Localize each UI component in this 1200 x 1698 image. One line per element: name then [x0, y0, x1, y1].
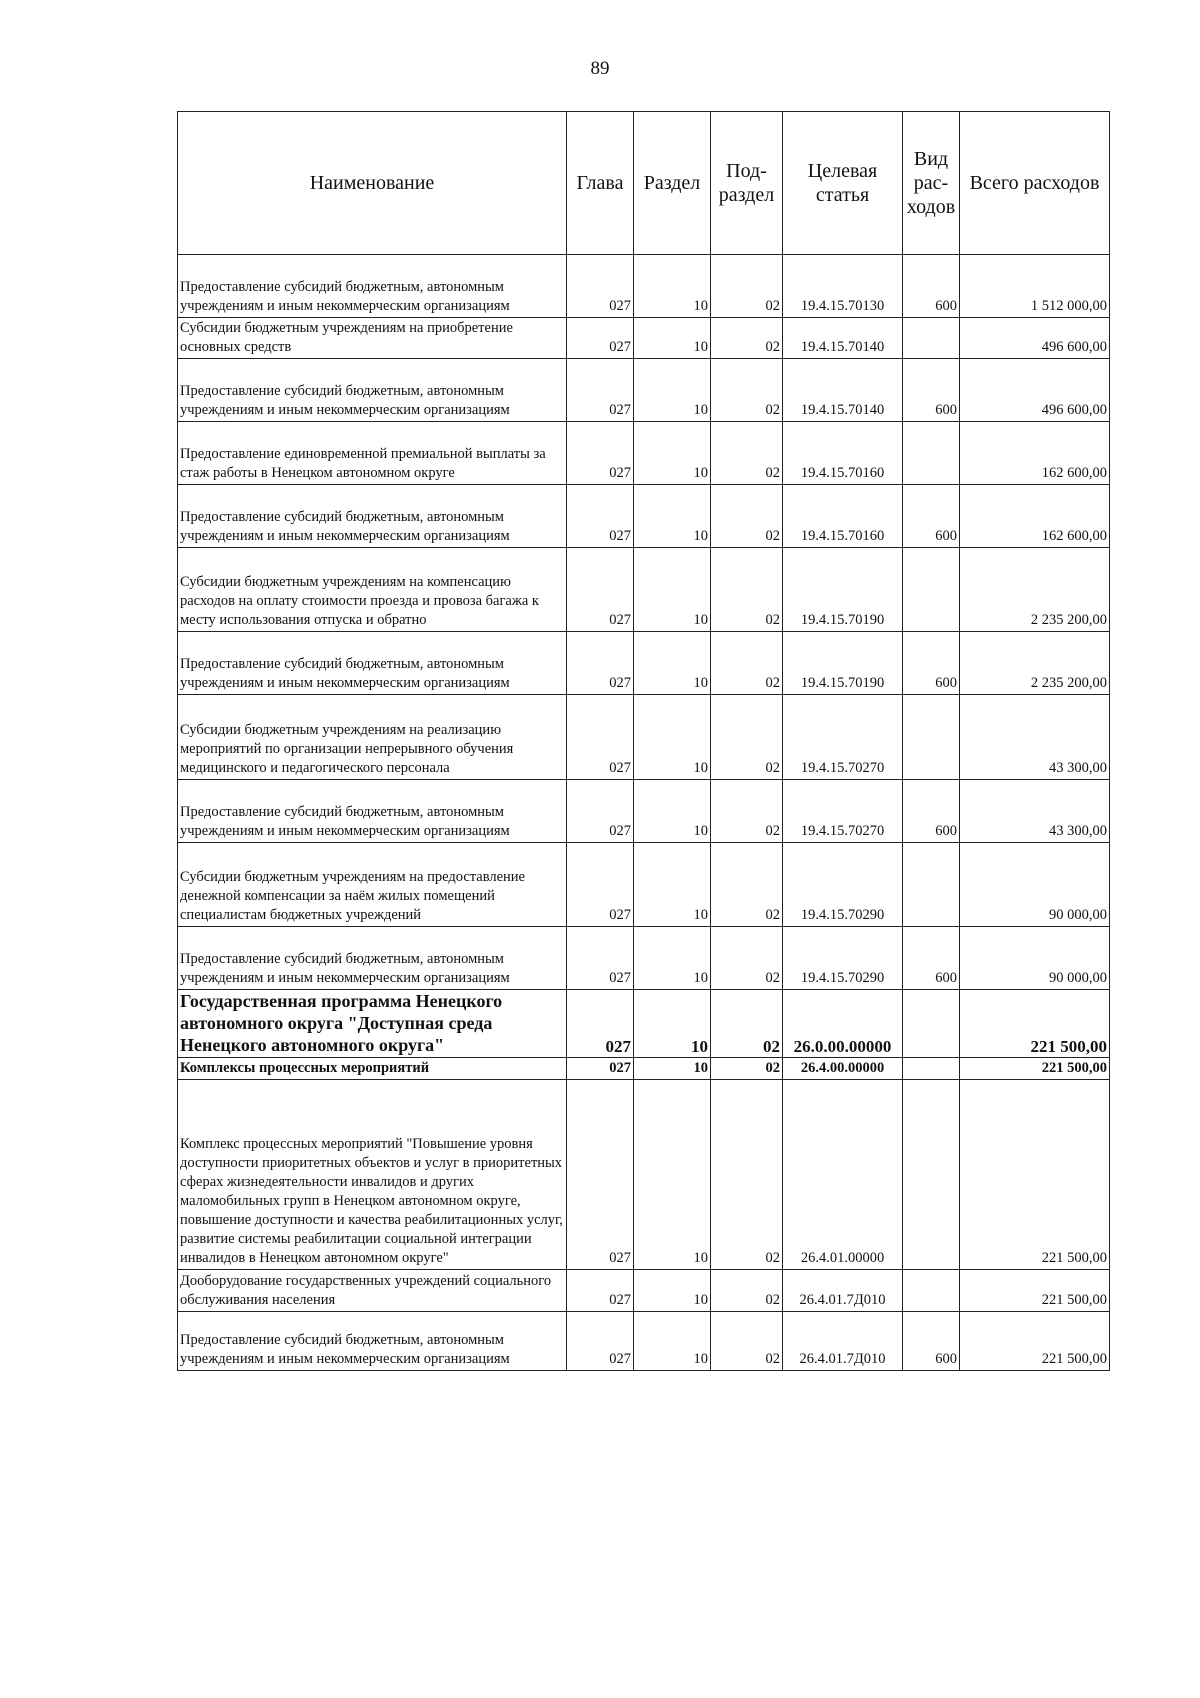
cell-glava: 027 — [567, 1312, 634, 1371]
cell-vid — [903, 843, 960, 927]
cell-vid — [903, 422, 960, 485]
cell-vsego: 43 300,00 — [960, 695, 1110, 780]
cell-vsego: 221 500,00 — [960, 1080, 1110, 1270]
cell-glava: 027 — [567, 1058, 634, 1080]
cell-podrazdel: 02 — [711, 255, 783, 318]
cell-glava: 027 — [567, 843, 634, 927]
cell-vid — [903, 548, 960, 632]
cell-vsego: 1 512 000,00 — [960, 255, 1110, 318]
cell-podrazdel: 02 — [711, 927, 783, 990]
cell-name: Предоставление субсидий бюджетным, автономным учреждениям и иным некоммерческим организациям — [178, 632, 567, 695]
cell-glava: 027 — [567, 359, 634, 422]
budget-table — [177, 111, 1110, 1371]
cell-podrazdel: 02 — [711, 318, 783, 359]
cell-celevaya: 19.4.15.70160 — [783, 422, 903, 485]
cell-razdel: 10 — [634, 632, 711, 695]
cell-vid: 600 — [903, 359, 960, 422]
header-celevaya: Целевая статья — [783, 112, 903, 255]
cell-vsego: 221 500,00 — [960, 1270, 1110, 1312]
table-row — [178, 422, 1110, 485]
table-row — [178, 632, 1110, 695]
cell-celevaya: 26.4.01.7Д010 — [783, 1312, 903, 1371]
cell-vsego: 221 500,00 — [960, 1058, 1110, 1080]
cell-glava: 027 — [567, 632, 634, 695]
cell-razdel: 10 — [634, 1312, 711, 1371]
cell-name: Предоставление субсидий бюджетным, автономным учреждениям и иным некоммерческим организациям — [178, 780, 567, 843]
cell-name: Комплексы процессных мероприятий — [178, 1058, 567, 1080]
cell-glava: 027 — [567, 485, 634, 548]
cell-celevaya: 19.4.15.70190 — [783, 548, 903, 632]
cell-name: Комплекс процессных мероприятий "Повышение уровня доступности приоритетных объектов и услуг в приоритетных сферах жизнедеятельности инвалидов и других маломобильных групп в Ненецком автономном округе, повышение доступности и качества реабилитационных услуг, развитие системы реабилитации социальной интеграции инвалидов в Ненецком автономном округе" — [178, 1080, 567, 1270]
cell-name: Субсидии бюджетным учреждениям на реализацию мероприятий по организации непрерывного обучения медицинского и педагогического персонала — [178, 695, 567, 780]
cell-razdel: 10 — [634, 927, 711, 990]
cell-podrazdel: 02 — [711, 422, 783, 485]
cell-glava: 027 — [567, 255, 634, 318]
cell-glava: 027 — [567, 1270, 634, 1312]
table-row — [178, 359, 1110, 422]
cell-celevaya: 26.4.00.00000 — [783, 1058, 903, 1080]
table-row — [178, 318, 1110, 359]
header-razdel: Раздел — [634, 112, 711, 255]
cell-razdel: 10 — [634, 1270, 711, 1312]
cell-celevaya: 19.4.15.70290 — [783, 927, 903, 990]
cell-name: Предоставление субсидий бюджетным, автономным учреждениям и иным некоммерческим организациям — [178, 255, 567, 318]
cell-podrazdel: 02 — [711, 359, 783, 422]
cell-razdel: 10 — [634, 318, 711, 359]
table-row — [178, 695, 1110, 780]
cell-celevaya: 26.4.01.7Д010 — [783, 1270, 903, 1312]
cell-name: Предоставление единовременной премиальной выплаты за стаж работы в Ненецком автономном округе — [178, 422, 567, 485]
table-row — [178, 780, 1110, 843]
table-row — [178, 1080, 1110, 1270]
cell-celevaya: 19.4.15.70270 — [783, 695, 903, 780]
cell-razdel: 10 — [634, 548, 711, 632]
cell-vid — [903, 318, 960, 359]
cell-name: Субсидии бюджетным учреждениям на приобретение основных средств — [178, 318, 567, 359]
cell-vid: 600 — [903, 255, 960, 318]
table-row — [178, 843, 1110, 927]
cell-vid — [903, 1080, 960, 1270]
cell-vid: 600 — [903, 485, 960, 548]
cell-celevaya: 19.4.15.70130 — [783, 255, 903, 318]
cell-podrazdel: 02 — [711, 548, 783, 632]
cell-vid: 600 — [903, 780, 960, 843]
cell-vsego: 221 500,00 — [960, 1312, 1110, 1371]
cell-vid: 600 — [903, 632, 960, 695]
cell-glava: 027 — [567, 1080, 634, 1270]
table-row — [178, 1058, 1110, 1080]
cell-glava: 027 — [567, 422, 634, 485]
table-row — [178, 990, 1110, 1058]
cell-razdel: 10 — [634, 359, 711, 422]
cell-vsego: 2 235 200,00 — [960, 632, 1110, 695]
table-row — [178, 1312, 1110, 1371]
cell-podrazdel: 02 — [711, 843, 783, 927]
table-row — [178, 255, 1110, 318]
cell-glava: 027 — [567, 990, 634, 1058]
cell-razdel: 10 — [634, 255, 711, 318]
cell-razdel: 10 — [634, 485, 711, 548]
cell-celevaya: 19.4.15.70160 — [783, 485, 903, 548]
cell-glava: 027 — [567, 927, 634, 990]
cell-vid: 600 — [903, 927, 960, 990]
cell-vid — [903, 695, 960, 780]
cell-celevaya: 19.4.15.70290 — [783, 843, 903, 927]
cell-name: Предоставление субсидий бюджетным, автономным учреждениям и иным некоммерческим организациям — [178, 1312, 567, 1371]
header-row — [178, 112, 1110, 255]
cell-glava: 027 — [567, 695, 634, 780]
cell-vsego: 90 000,00 — [960, 843, 1110, 927]
page-number: 89 — [590, 58, 610, 79]
cell-name: Дооборудование государственных учреждений социального обслуживания населения — [178, 1270, 567, 1312]
cell-vsego: 43 300,00 — [960, 780, 1110, 843]
cell-vsego: 90 000,00 — [960, 927, 1110, 990]
cell-razdel: 10 — [634, 990, 711, 1058]
table-row — [178, 485, 1110, 548]
cell-name: Государственная программа Ненецкого автономного округа "Доступная среда Ненецкого автономного округа" — [178, 990, 567, 1058]
cell-razdel: 10 — [634, 422, 711, 485]
cell-razdel: 10 — [634, 780, 711, 843]
cell-name: Субсидии бюджетным учреждениям на компенсацию расходов на оплату стоимости проезда и провоза багажа к месту использования отпуска и обратно — [178, 548, 567, 632]
cell-celevaya: 19.4.15.70190 — [783, 632, 903, 695]
cell-name: Предоставление субсидий бюджетным, автономным учреждениям и иным некоммерческим организациям — [178, 927, 567, 990]
cell-podrazdel: 02 — [711, 695, 783, 780]
cell-name: Субсидии бюджетным учреждениям на предоставление денежной компенсации за наём жилых помещений специалистам бюджетных учреждений — [178, 843, 567, 927]
cell-podrazdel: 02 — [711, 1270, 783, 1312]
cell-vsego: 162 600,00 — [960, 485, 1110, 548]
table-row — [178, 1270, 1110, 1312]
cell-glava: 027 — [567, 318, 634, 359]
table-row — [178, 548, 1110, 632]
cell-vsego: 162 600,00 — [960, 422, 1110, 485]
cell-vid: 600 — [903, 1312, 960, 1371]
cell-vid — [903, 1058, 960, 1080]
cell-name: Предоставление субсидий бюджетным, автономным учреждениям и иным некоммерческим организациям — [178, 485, 567, 548]
cell-celevaya: 19.4.15.70140 — [783, 359, 903, 422]
cell-glava: 027 — [567, 780, 634, 843]
cell-celevaya: 26.0.00.00000 — [783, 990, 903, 1058]
cell-podrazdel: 02 — [711, 780, 783, 843]
cell-razdel: 10 — [634, 1080, 711, 1270]
cell-podrazdel: 02 — [711, 1080, 783, 1270]
cell-vsego: 496 600,00 — [960, 359, 1110, 422]
cell-celevaya: 19.4.15.70270 — [783, 780, 903, 843]
cell-vid — [903, 1270, 960, 1312]
cell-vsego: 221 500,00 — [960, 990, 1110, 1058]
cell-vid — [903, 990, 960, 1058]
cell-glava: 027 — [567, 548, 634, 632]
cell-podrazdel: 02 — [711, 1058, 783, 1080]
header-glava: Глава — [567, 112, 634, 255]
header-vsego: Всего расходов — [960, 112, 1110, 255]
table-row — [178, 927, 1110, 990]
cell-name: Предоставление субсидий бюджетным, автономным учреждениям и иным некоммерческим организациям — [178, 359, 567, 422]
cell-podrazdel: 02 — [711, 1312, 783, 1371]
cell-razdel: 10 — [634, 695, 711, 780]
cell-celevaya: 26.4.01.00000 — [783, 1080, 903, 1270]
cell-razdel: 10 — [634, 1058, 711, 1080]
cell-podrazdel: 02 — [711, 485, 783, 548]
header-name: Наименование — [178, 112, 567, 255]
cell-celevaya: 19.4.15.70140 — [783, 318, 903, 359]
header-vid: Вид рас- ходов — [903, 112, 960, 255]
header-podrazdel: Под- раздел — [711, 112, 783, 255]
cell-podrazdel: 02 — [711, 990, 783, 1058]
cell-podrazdel: 02 — [711, 632, 783, 695]
cell-vsego: 496 600,00 — [960, 318, 1110, 359]
cell-vsego: 2 235 200,00 — [960, 548, 1110, 632]
cell-razdel: 10 — [634, 843, 711, 927]
